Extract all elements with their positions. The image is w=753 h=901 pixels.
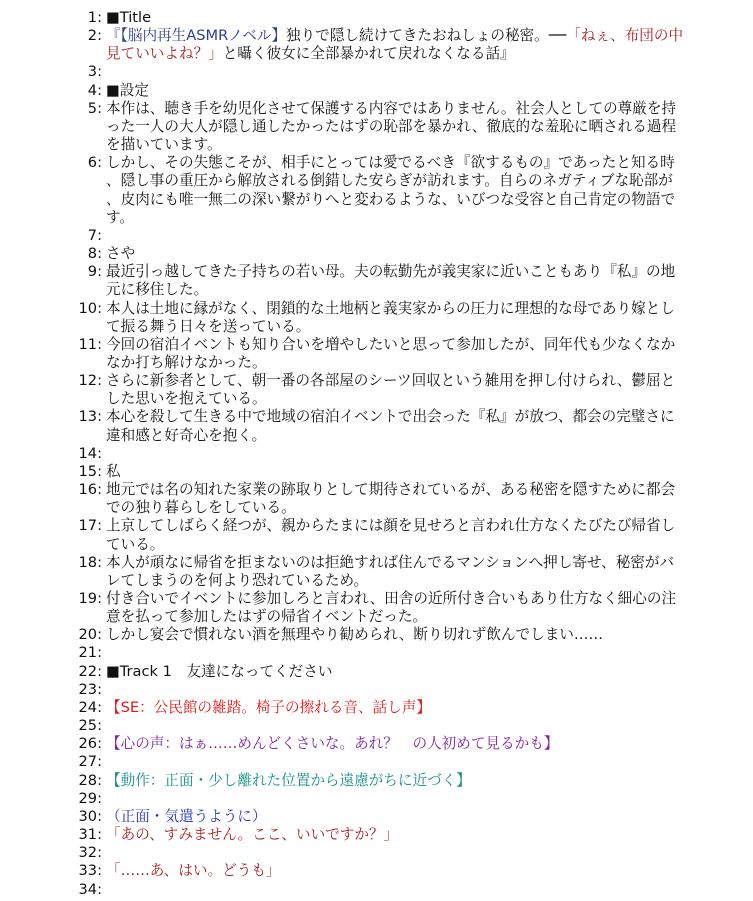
line-text (106, 100, 686, 154)
document-line (0, 626, 753, 644)
document-line (0, 27, 753, 63)
text-segment: 今回の宿泊イベントも知り合いを増やしたいと思って参加したが、同年代も少なくなかなか打ち解けなかった。 (106, 335, 676, 371)
document-line (0, 372, 753, 408)
line-number: 8: (87, 245, 102, 263)
line-number: 13: (78, 408, 102, 426)
line-number: 1: (87, 9, 102, 26)
line-text (106, 27, 686, 63)
line-number: 3: (87, 63, 102, 81)
line-text (106, 772, 686, 790)
line-text (106, 554, 686, 590)
line-text (106, 699, 686, 717)
document-line (0, 717, 753, 735)
document-line (0, 644, 753, 662)
line-number: 10: (78, 299, 102, 317)
line-text (106, 154, 686, 227)
document-line (0, 517, 753, 553)
text-segment: ■設定 (106, 81, 149, 99)
line-text (106, 245, 686, 263)
line-number: 7: (87, 226, 102, 244)
line-text (106, 590, 686, 626)
document-line (0, 590, 753, 626)
line-text (106, 408, 686, 444)
line-text (106, 735, 686, 753)
text-segment: さらに新参者として、朝一番の各部屋のシーツ回収という雑用を押し付けられ、鬱屈とした思いを抱えている。 (106, 372, 676, 408)
text-segment: 【SE：公民館の雑踏。椅子の擦れる音、話し声】 (106, 698, 431, 716)
document-line (0, 154, 753, 227)
line-text (106, 9, 686, 27)
line-number: 25: (78, 717, 102, 735)
line-number: 5: (87, 99, 102, 117)
text-segment: ■Title (106, 9, 152, 26)
text-segment: 本心を殺して生きる中で地域の宿泊イベントで出会った『私』が放つ、都会の完璧さに違和感と好奇心を抱く。 (106, 408, 675, 444)
line-text (106, 481, 686, 517)
document-line (0, 63, 753, 81)
text-segment: しかし宴会で慣れない酒を無理やり勧められ、断り切れず飲んでしまい…… (106, 626, 604, 644)
text-segment: 付き合いでイベントに参加しろと言われ、田舎の近所付き合いもあり仕方なく細心の注意を払って参加したはずの帰省イベントだった。 (106, 590, 677, 626)
line-number: 28: (78, 771, 102, 789)
line-number: 19: (78, 590, 102, 607)
document-line (0, 554, 753, 590)
text-segment: 『【脳内再生ASMRノベル】 (106, 27, 287, 45)
line-text (106, 862, 686, 880)
line-number: 12: (78, 372, 102, 390)
text-segment: （正面・気遣うように） (106, 807, 267, 825)
line-number: 18: (78, 553, 102, 571)
line-text (106, 808, 686, 826)
line-number: 15: (78, 462, 102, 480)
document-line (0, 82, 753, 100)
text-segment: 「……あ、はい。どうも」 (106, 862, 281, 880)
document-line (0, 663, 753, 681)
text-segment: 独りで隠し続けてきたおねしょの秘密。── (286, 27, 567, 45)
line-text (106, 336, 686, 372)
line-number: 30: (78, 807, 102, 825)
line-number: 4: (87, 81, 102, 99)
line-text (106, 263, 686, 299)
line-text (106, 82, 686, 100)
document-line (0, 300, 753, 336)
text-segment: 最近引っ越してきた子持ちの若い母。夫の転勤先が義実家に近いこともあり『私』の地元に移住した。 (106, 263, 676, 299)
text-segment: 本作は、聴き手を幼児化させて保護する内容ではありません。社会人としての尊厳を持った一人の大人が隠し通したかったはずの恥部を暴かれ、徹底的な羞恥に晒される過程を描いています。 (106, 99, 677, 154)
line-text (106, 463, 686, 481)
document-line (0, 844, 753, 862)
text-segment: 本人は土地に縁がなく、閉鎖的な土地柄と義実家からの圧力に理想的な母であり嫁として振る舞う日々を送っている。 (106, 299, 675, 335)
text-segment: 【心の声：はぁ……めんどくさいな。あれ？ の人初めて見るかも】 (106, 735, 559, 753)
line-number: 9: (87, 263, 102, 281)
line-number: 17: (78, 517, 102, 535)
document-line (0, 408, 753, 444)
line-number: 32: (78, 844, 102, 862)
text-segment: さや (106, 245, 136, 263)
line-number: 11: (78, 335, 102, 353)
line-number: 23: (78, 680, 102, 698)
line-number: 34: (78, 880, 102, 898)
line-number: 29: (78, 789, 102, 807)
line-number: 21: (78, 644, 102, 662)
line-text (106, 517, 686, 553)
text-segment: ■Track 1 友達になってください (106, 662, 333, 680)
document-line (0, 9, 753, 27)
line-number: 6: (87, 154, 102, 172)
line-number: 20: (78, 626, 102, 644)
line-number: 16: (78, 481, 102, 499)
line-number: 33: (78, 862, 102, 880)
document-line (0, 263, 753, 299)
text-segment: 「ねぇ、布団の中見ていいよね？」 (106, 27, 684, 63)
line-number: 27: (78, 753, 102, 771)
line-number: 22: (78, 662, 102, 680)
document-line (0, 772, 753, 790)
document-line (0, 808, 753, 826)
document-line (0, 227, 753, 245)
text-segment: 地元では名の知れた家業の跡取りとして期待されているが、ある秘密を隠すために都会での独り暮らしをしている。 (106, 481, 676, 517)
document-line (0, 699, 753, 717)
document-line (0, 862, 753, 880)
text-segment: 私 (106, 462, 121, 480)
line-text (106, 826, 686, 844)
line-number: 14: (78, 444, 102, 462)
line-text (106, 626, 686, 644)
text-segment: 「あの、すみません。ここ、いいですか？」 (106, 826, 399, 844)
document-line (0, 245, 753, 263)
document-line (0, 735, 753, 753)
line-number: 26: (78, 735, 102, 753)
line-text (106, 663, 686, 681)
line-number: 31: (78, 826, 102, 844)
text-segment: 本人が頑なに帰省を拒まないのは拒絶すれば住んでるマンションへ押し寄せ、秘密がバレてしまうのを何より恐れているため。 (106, 553, 675, 589)
line-text (106, 372, 686, 408)
document-line (0, 463, 753, 481)
document-line (0, 100, 753, 154)
line-text (106, 300, 686, 336)
document-line (0, 753, 753, 771)
document-line (0, 881, 753, 899)
document-line (0, 481, 753, 517)
text-segment: 上京してしばらく経つが、親からたまには顔を見せろと言われ仕方なくたびたび帰省している。 (106, 517, 676, 553)
text-segment: しかし、その失態こそが、相手にとっては愛でるべき『欲するもの』であったと知る時、隠し事の重圧から解放される倒錯した安らぎが訪れます。自らのネガティブな恥部が、皮肉にも唯一無二の深い繋がりへと変わるような、いびつな受容と自己肯定の物語です。 (106, 154, 676, 226)
document-line (0, 445, 753, 463)
line-number: 2: (87, 27, 102, 45)
line-number: 24: (78, 698, 102, 716)
document-line (0, 790, 753, 808)
text-segment: 【動作：正面・少し離れた位置から遠慮がちに近づく】 (106, 771, 471, 789)
text-segment: と囁く彼女に全部暴かれて戻れなくなる話』 (222, 45, 515, 63)
document-line (0, 336, 753, 372)
document-line (0, 826, 753, 844)
document-line (0, 681, 753, 699)
